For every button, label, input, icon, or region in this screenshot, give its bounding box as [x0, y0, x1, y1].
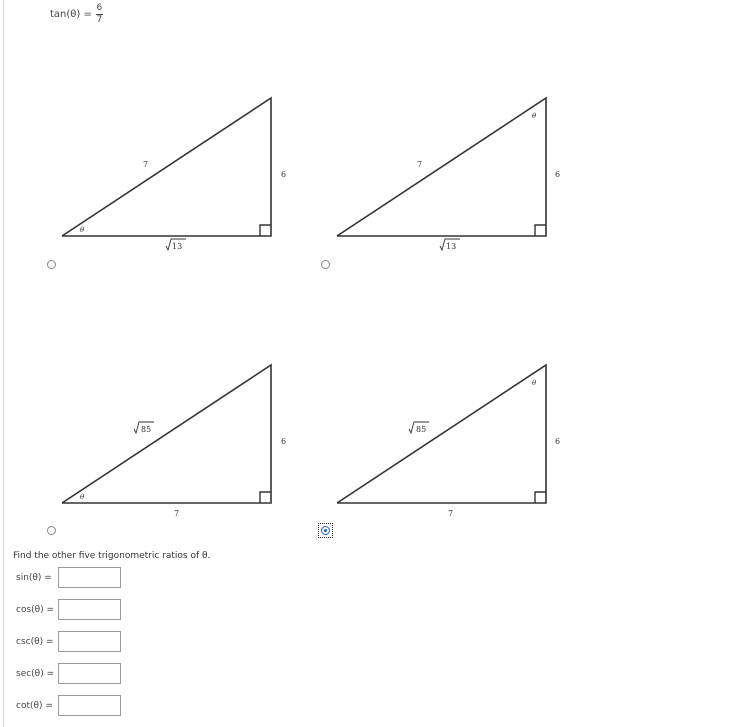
- hypotenuse-label: [409, 422, 429, 434]
- hypotenuse-label: 7: [417, 160, 423, 169]
- theta-label: θ: [80, 493, 85, 501]
- radio-choice-2[interactable]: [321, 260, 330, 269]
- hypotenuse-label: [134, 422, 154, 434]
- adjacent-label: 7: [174, 509, 180, 518]
- ratio-row-sin: [16, 567, 121, 588]
- radio-choice-4[interactable]: [321, 526, 330, 535]
- theta-label: θ: [532, 112, 537, 120]
- theta-label: θ: [80, 226, 85, 234]
- sin-label: sin(θ) =: [16, 572, 52, 583]
- ratio-row-csc: [16, 631, 121, 652]
- csc-answer-input[interactable]: [58, 631, 121, 652]
- hypotenuse-radicand: 85: [416, 425, 427, 434]
- triangle-choice-4: [337, 365, 560, 518]
- adjacent-radicand: 13: [446, 242, 457, 251]
- csc-label: csc(θ) =: [16, 636, 54, 647]
- triangle-choice-3: [62, 365, 286, 518]
- given-denominator: 7: [96, 15, 103, 25]
- cos-answer-input[interactable]: [58, 599, 121, 620]
- sec-label: sec(θ) =: [16, 668, 55, 679]
- instruction-text: Find the other five trigonometric ratios of θ.: [13, 551, 211, 561]
- radio-choice-1[interactable]: [47, 260, 56, 269]
- triangle-choice-1: [62, 98, 286, 251]
- hypotenuse-radicand: 85: [141, 425, 152, 434]
- ratio-row-cot: [16, 695, 121, 716]
- adjacent-label: 7: [448, 509, 454, 518]
- ratio-row-cos: [16, 599, 121, 620]
- adjacent-label: [440, 239, 460, 251]
- opposite-label: 6: [281, 437, 287, 446]
- adjacent-radicand: 13: [172, 242, 183, 251]
- ratio-row-sec: [16, 663, 121, 684]
- triangle-choice-2: [337, 98, 560, 251]
- cos-label: cos(θ) =: [16, 604, 55, 615]
- opposite-label: 6: [555, 170, 561, 179]
- radio-choice-3[interactable]: [47, 526, 56, 535]
- adjacent-label: [166, 239, 186, 251]
- given-numerator: 6: [96, 3, 103, 13]
- cot-answer-input[interactable]: [58, 695, 121, 716]
- cot-label: cot(θ) =: [16, 700, 53, 711]
- theta-label: θ: [532, 379, 537, 387]
- opposite-label: 6: [555, 437, 561, 446]
- sec-answer-input[interactable]: [58, 663, 121, 684]
- hypotenuse-label: 7: [143, 160, 149, 169]
- opposite-label: 6: [281, 170, 287, 179]
- given-prefix: tan(θ) =: [50, 9, 92, 20]
- sin-answer-input[interactable]: [58, 567, 121, 588]
